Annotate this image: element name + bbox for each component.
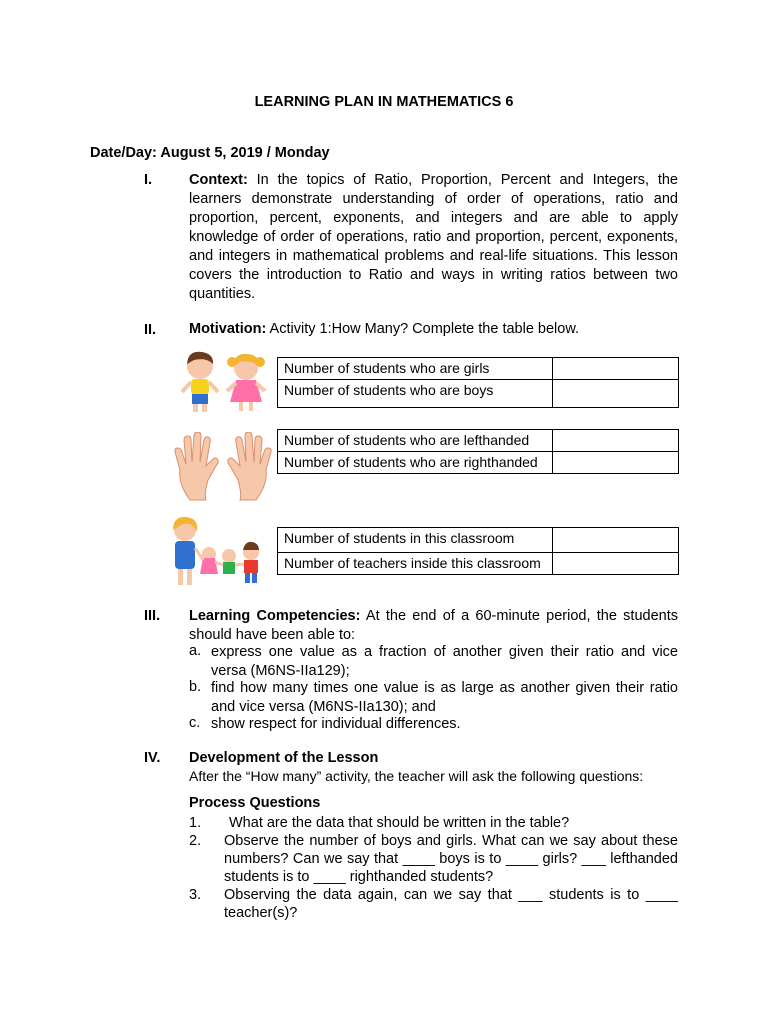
page-title: LEARNING PLAN IN MATHEMATICS 6	[254, 94, 514, 110]
table-row	[278, 452, 679, 474]
section-4-numeral: IV.	[144, 750, 161, 766]
table-handedness	[277, 429, 679, 474]
section-1-numeral: I.	[144, 172, 153, 188]
context-text: In the topics of Ratio, Proportion, Percent and Integers, the learners demonstrate understanding of order of operations, ratio and proportion, percent, exponents, and integers and are able to apply knowledge of order of operations, ratio and proportion, percent, exponents, and integers in mathematical problems and real-life situations. This lesson covers the introduction to Ratio and ways in writing ratios between two quantities.	[189, 172, 678, 302]
table-cell: Number of students who are girls	[278, 358, 553, 380]
question-text: What are the data that should be written in the table?	[229, 815, 570, 831]
answer-cell[interactable]	[553, 358, 679, 380]
list-item: express one value as a fraction of another given their ratio and vice versa (M6NS-IIa129);	[211, 644, 678, 679]
list-item-letter: a.	[189, 643, 202, 659]
motivation-heading: Motivation:	[189, 321, 267, 337]
table-row	[278, 528, 679, 553]
table-row	[278, 553, 679, 575]
table-cell: Number of students who are righthanded	[278, 452, 553, 474]
motivation-text: Activity 1:How Many? Complete the table below.	[266, 321, 580, 337]
kids-clipart	[170, 348, 276, 414]
table-cell: Number of teachers inside this classroom	[278, 553, 553, 575]
table-girls-boys	[277, 357, 679, 408]
answer-cell[interactable]	[553, 452, 679, 474]
process-questions-heading: Process Questions	[189, 795, 321, 811]
answer-cell[interactable]	[553, 380, 679, 408]
table-classroom	[277, 527, 679, 575]
section-1-context	[189, 171, 678, 304]
table-cell: Number of students who are lefthanded	[278, 430, 553, 452]
list-item-letter: c.	[189, 715, 201, 731]
answer-cell[interactable]	[553, 430, 679, 452]
section-3-numeral: III.	[144, 608, 161, 624]
context-heading: Context:	[189, 172, 248, 188]
table-cell: Number of students who are boys	[278, 380, 553, 408]
answer-cell[interactable]	[553, 553, 679, 575]
table-row	[278, 430, 679, 452]
list-item: find how many times one value is as large as another given their ratio and vice versa (M6NS-IIa130); and	[211, 680, 678, 715]
hands-clipart	[170, 432, 276, 504]
question-text: Observe the number of boys and girls. What can we say about these numbers? Can we say that ____ boys is to ____ girls? ___ lefthanded students is to ____ righthanded students?	[224, 833, 678, 885]
table-cell: Number of students in this classroom	[278, 528, 553, 553]
competencies-heading: Learning Competencies:	[189, 608, 361, 624]
answer-cell[interactable]	[553, 528, 679, 553]
list-item: show respect for individual differences.	[211, 716, 461, 732]
table-row	[278, 358, 679, 380]
question-number: 1.	[189, 815, 202, 831]
development-heading: Development of the Lesson	[189, 750, 379, 766]
section-2-numeral: II.	[144, 322, 157, 338]
question-number: 2.	[189, 833, 202, 849]
development-intro: After the “How many” activity, the teacher will ask the following questions:	[189, 768, 644, 784]
list-item-letter: b.	[189, 679, 202, 695]
table-row	[278, 380, 679, 408]
date-line: Date/Day: August 5, 2019 / Monday	[90, 145, 330, 161]
section-3-competencies	[189, 607, 678, 645]
competencies-text: At the end of a 60-minute period, the students should have been able to:	[189, 608, 678, 643]
question-text: Observing the data again, can we say that ___ students is to ____ teacher(s)?	[224, 887, 678, 921]
section-2-motivation	[189, 321, 678, 337]
question-number: 3.	[189, 887, 202, 903]
teacher-kids-clipart	[163, 516, 275, 588]
